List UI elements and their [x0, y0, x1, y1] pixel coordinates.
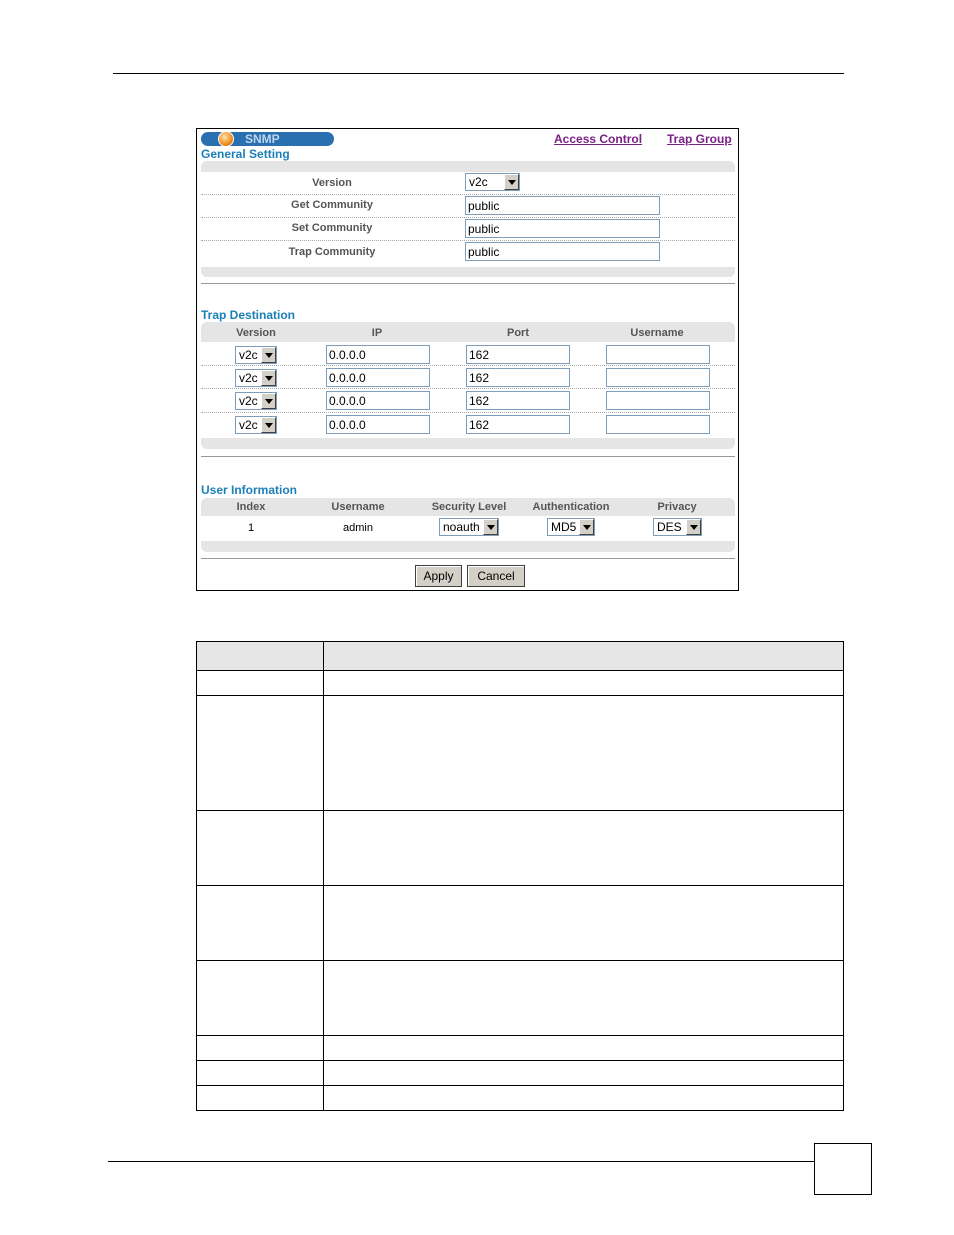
- table-row: [197, 961, 844, 1036]
- col-security-level: Security Level: [431, 501, 507, 513]
- set-community-label: Set Community: [291, 222, 373, 234]
- trap-ip-input[interactable]: [326, 415, 430, 434]
- col-username: Username: [630, 327, 684, 339]
- get-community-input[interactable]: [465, 196, 660, 215]
- version-label: Version: [312, 177, 352, 189]
- chevron-down-icon: [579, 519, 594, 535]
- trap-ip-input[interactable]: [326, 345, 430, 364]
- table-header-row: [197, 642, 844, 671]
- user-information-title: User Information: [201, 483, 298, 497]
- header-rule: [113, 73, 844, 74]
- trap-port-input[interactable]: [466, 391, 570, 410]
- footer-rule: [108, 1161, 814, 1162]
- col-port: Port: [507, 327, 529, 339]
- table-row: [197, 811, 844, 886]
- trap-destination-title: Trap Destination: [201, 308, 296, 322]
- user-username: admin: [343, 522, 373, 534]
- trap-ip-input[interactable]: [326, 391, 430, 410]
- trap-port-input[interactable]: [466, 345, 570, 364]
- col-ip: IP: [371, 327, 383, 339]
- col-authentication: Authentication: [532, 501, 610, 513]
- trap-username-input[interactable]: [606, 368, 710, 387]
- chevron-down-icon: [261, 370, 276, 386]
- authentication-select[interactable]: MD5: [547, 518, 595, 536]
- general-setting-title: General Setting: [201, 147, 290, 161]
- user-index: 1: [247, 522, 255, 534]
- table-row: [197, 1061, 844, 1086]
- chevron-down-icon: [686, 519, 701, 535]
- get-community-label: Get Community: [291, 199, 373, 211]
- screen-title: SNMP: [245, 132, 280, 146]
- trap-version-select[interactable]: v2c: [235, 416, 277, 434]
- table-row: [197, 886, 844, 961]
- trap-community-label: Trap Community: [288, 246, 376, 258]
- title-pill: [201, 132, 334, 146]
- trap-version-select[interactable]: v2c: [235, 346, 277, 364]
- trap-group-link[interactable]: Trap Group: [667, 132, 732, 146]
- table-row: [197, 1036, 844, 1061]
- trap-version-select[interactable]: v2c: [235, 369, 277, 387]
- set-community-input[interactable]: [465, 219, 660, 238]
- trap-version-select[interactable]: v2c: [235, 392, 277, 410]
- trap-port-input[interactable]: [466, 368, 570, 387]
- access-control-link[interactable]: Access Control: [554, 132, 643, 146]
- snmp-screen: [196, 128, 739, 591]
- col-user-username: Username: [331, 501, 385, 513]
- trap-community-input[interactable]: [465, 242, 660, 261]
- trap-username-input[interactable]: [606, 415, 710, 434]
- chevron-down-icon: [261, 417, 276, 433]
- col-version: Version: [236, 327, 276, 339]
- col-privacy: Privacy: [657, 501, 697, 513]
- globe-icon: [218, 131, 234, 147]
- trap-ip-input[interactable]: [326, 368, 430, 387]
- trap-username-input[interactable]: [606, 391, 710, 410]
- trap-port-input[interactable]: [466, 415, 570, 434]
- chevron-down-icon: [504, 174, 519, 190]
- trap-username-input[interactable]: [606, 345, 710, 364]
- table-row: [197, 671, 844, 696]
- field-description-table: [196, 641, 844, 1111]
- cancel-button[interactable]: Cancel: [467, 565, 525, 587]
- col-index: Index: [236, 501, 266, 513]
- privacy-select[interactable]: DES: [653, 518, 702, 536]
- chevron-down-icon: [483, 519, 498, 535]
- table-row: [197, 1086, 844, 1111]
- table-row: [197, 696, 844, 811]
- chevron-down-icon: [261, 347, 276, 363]
- apply-button[interactable]: Apply: [415, 565, 462, 587]
- security-level-select[interactable]: noauth: [439, 518, 499, 536]
- page-number-box: [814, 1143, 872, 1195]
- version-select[interactable]: v2c: [465, 173, 520, 191]
- chevron-down-icon: [261, 393, 276, 409]
